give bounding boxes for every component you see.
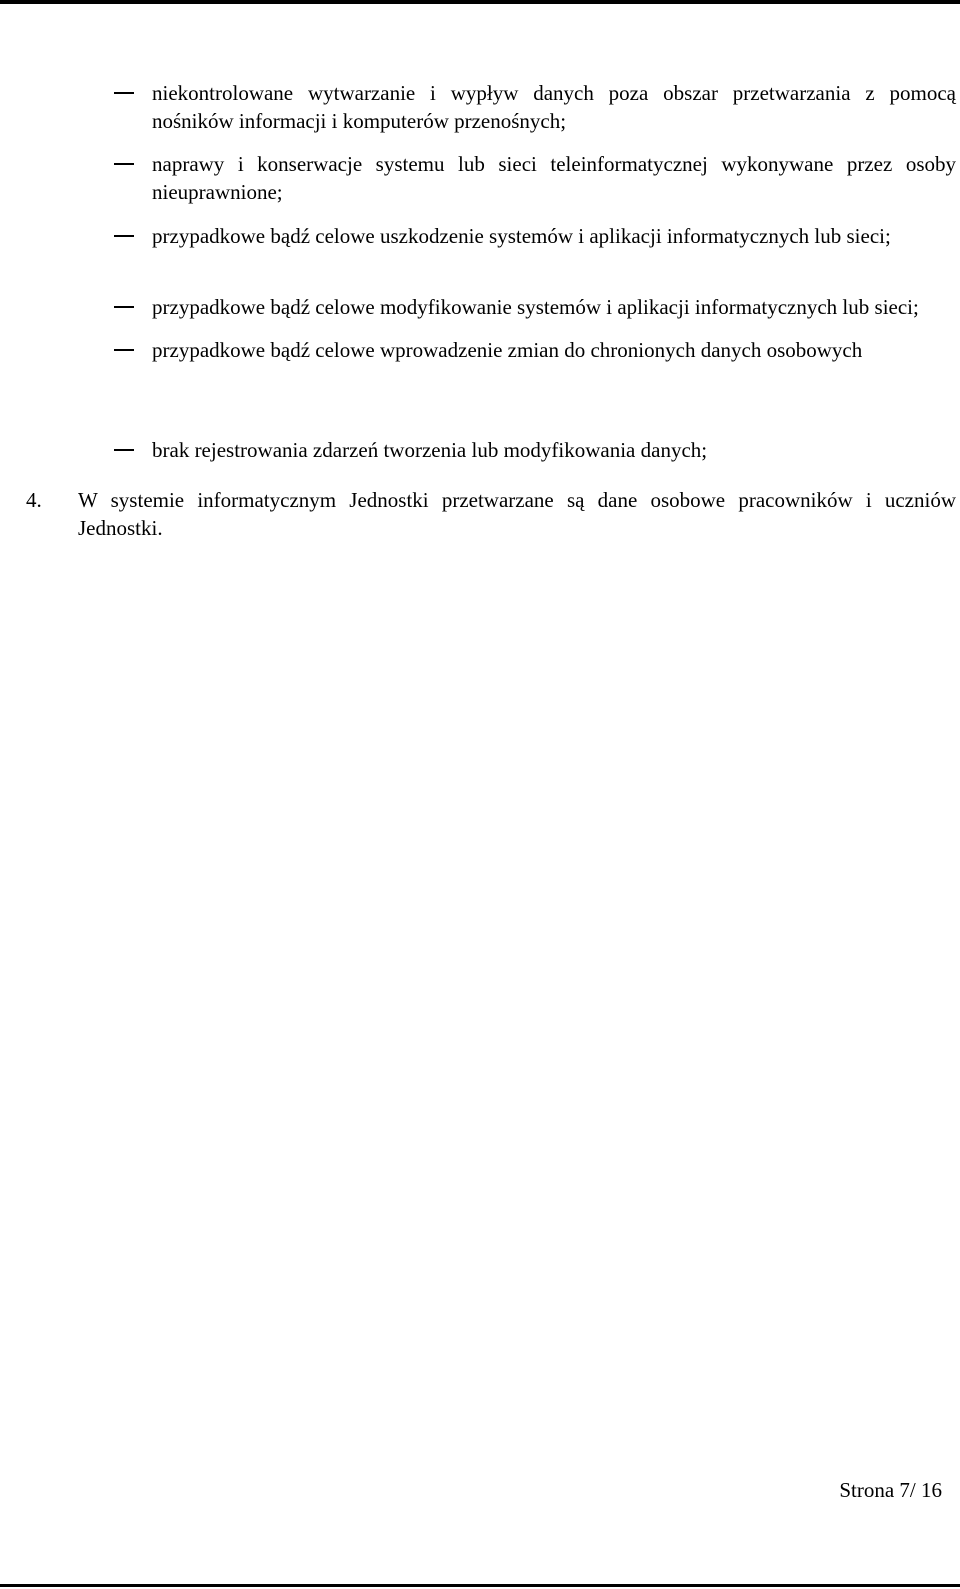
top-rule [0, 0, 960, 4]
list-item-text: niekontrolowane wytwarzanie i wypływ danych poza obszar przetwarzania z pomocą nośników informacji i komputerów przenośnych; [152, 81, 956, 133]
list-item-text: przypadkowe bądź celowe wprowadzenie zmian do chronionych danych osobowych [152, 338, 863, 362]
list-item [152, 150, 956, 206]
bottom-rule [0, 1584, 960, 1587]
paragraph-text: W systemie informatycznym Jednostki przetwarzane są dane osobowe pracowników i uczniów Jednostki. [78, 488, 956, 540]
list-item-text: przypadkowe bądź celowe modyfikowanie systemów i aplikacji informatycznych lub sieci; [152, 295, 919, 319]
list-item-text: przypadkowe bądź celowe uszkodzenie systemów i aplikacji informatycznych lub sieci; [152, 224, 891, 248]
list-item-text: naprawy i konserwacje systemu lub sieci teleinformatycznej wykonywane przez osoby nieuprawnione; [152, 152, 956, 204]
list-item-text: brak rejestrowania zdarzeń tworzenia lub modyfikowania danych; [152, 438, 708, 462]
dash-bullet-icon [114, 150, 134, 178]
dash-bullet-icon [114, 293, 134, 321]
dash-bullet-icon [114, 336, 134, 364]
list-item [152, 222, 956, 250]
numbered-paragraph [26, 486, 956, 542]
list-item [152, 79, 956, 135]
page-number: Strona 7/ 16 [839, 1478, 942, 1502]
dash-bullet-icon [114, 79, 134, 107]
list-item [152, 293, 956, 321]
paragraph-number: 4. [26, 488, 42, 512]
dash-bullet-icon [114, 222, 134, 250]
list-item [152, 336, 956, 364]
list-item [152, 436, 956, 464]
dash-bullet-icon [114, 436, 134, 464]
